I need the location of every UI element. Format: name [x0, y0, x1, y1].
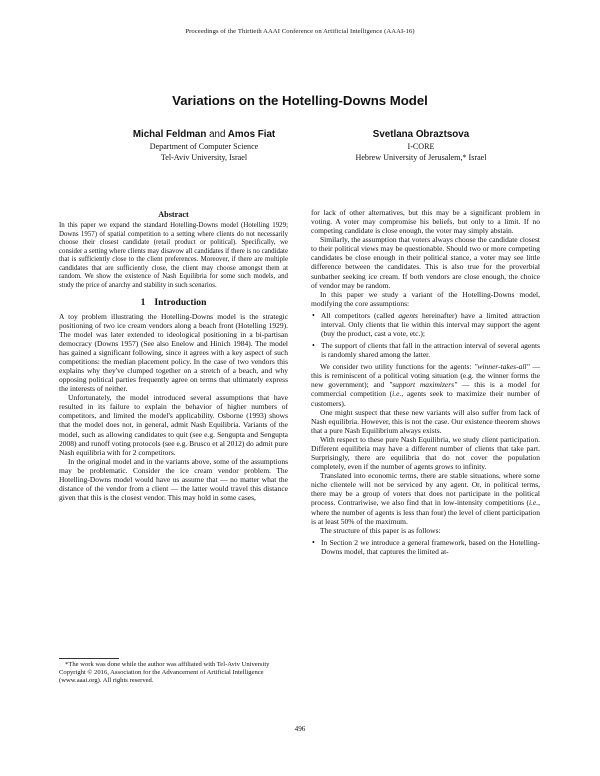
text-run: , agents seek to maximize their number of customers).	[311, 389, 540, 408]
paragraph	[311, 471, 540, 525]
emphasis: "winner-takes-all"	[474, 362, 530, 372]
paragraph: The structure of this paper is as follows:	[320, 525, 441, 535]
bullet-icon: •	[312, 537, 315, 547]
bullet-icon: •	[312, 341, 315, 351]
abstract-body: In this paper we expand the standard Hotelling-Downs model (Hotelling 1929; Downs 1957) of spatial competition to a setting where clients do not necessarily choose their closest candidate (retail product or political). Specifically, we consider a setting where clients may disavow all candidates if there is no candidate that is sufficiently close to the client preferences. Moreover, if there are multiple candidates that are sufficiently close, the client may choose amongst them at random. We show the existence of Nash Equilibria for some such models, and study the price of anarchy and stability in such scenarios.	[59, 222, 288, 289]
emphasis: i.e.	[528, 498, 539, 508]
author-block-right	[321, 129, 521, 164]
author-affiliation: Hebrew University of Jerusalem,* Israel	[355, 153, 487, 163]
section-number: 1	[140, 297, 146, 309]
page-number: 496	[294, 725, 306, 733]
paragraph: One might suspect that these new variants will also suffer from lack of Nash equilibria. However, this is not the case. Our existence theorem shows that a pure Nash Equilibrium always exists.	[311, 407, 540, 435]
bullet-icon: •	[312, 310, 315, 320]
text-run: We consider two utility functions for the agents:	[320, 362, 475, 372]
list-item	[312, 310, 540, 339]
author-name: Michal Feldman	[132, 129, 207, 140]
list-item	[312, 537, 540, 556]
emphasis: "support maximizers"	[389, 380, 458, 390]
author-conjunction: and	[209, 129, 226, 140]
author-names-left	[96, 129, 312, 141]
footnote-text: *The work was done while the author was affiliated with Tel-Aviv University	[65, 661, 270, 668]
bullet-text: hereinafter) have a limited attraction interval. Only clients that lie within this interval may support the agent (buy the product, cast a vote, etc.);	[321, 310, 540, 339]
paragraph: In this paper we study a variant of the Hotelling-Downs model, modifying the core assumptions:	[311, 289, 540, 308]
right-column	[311, 208, 540, 559]
author-department: Department of Computer Science	[149, 142, 259, 151]
text-run: , where the number of agents is less than four) the level of client participation is at least 50% of the maximum.	[311, 498, 540, 526]
author-name: Svetlana Obraztsova	[372, 129, 470, 140]
paragraph: Unfortunately, the model introduced several assumptions that have resulted in its failure to explain the behavior of higher numbers of competitors, and limited the model's applicability. Osborne (1993) shows that the model does not, in general, admit Nash Equilibria. Variants of the model, such as allowing candidates to quit (see e.g. Sengupta and Sengupta 2008) and runoff voting protocols (see e.g. Brusco et al 2012) do admit pure Nash equilibria with for 2 competitors.	[59, 393, 288, 457]
text-run: — this is a model for commercial competition (	[311, 380, 540, 399]
section-heading-introduction	[59, 298, 288, 307]
proceedings-header: Proceedings of the Thirtieth AAAI Conference on Artificial Intelligence (AAAI-16)	[185, 28, 415, 35]
section-title: Introduction	[154, 297, 207, 309]
text-run: — this is reminiscent of a political voting situation (e.g. the winner forms the new government); and	[311, 362, 540, 390]
assumption-list	[311, 311, 540, 359]
emphasis: agents	[398, 310, 418, 320]
paragraph: With respect to these pure Nash Equilibria, we study client participation. Different equilibria may have a different number of clients that take part. Surprisingly, there are equilibria that do not cover the population completely, even if the number of agents grows to infinity.	[311, 434, 540, 472]
author-block-left	[96, 129, 312, 164]
paragraph	[311, 362, 540, 407]
copyright-notice: Copyright © 2016, Association for the Advancement of Artificial Intelligence (www.aaai.org). All rights reserved.	[59, 669, 264, 685]
author-name: Amos Fiat	[227, 129, 276, 140]
paragraph: Similarly, the assumption that voters always choose the candidate closest to their political views may be questionable. Should two or more competing candidates be close enough in their political stance, a voter may see little difference between the candidates. This is also true for the proverbial sunbather seeking ice cream. If both vendors are close enough, the choice of vendor may be random.	[311, 235, 540, 290]
emphasis: i.e.	[392, 389, 402, 399]
author-affiliation: Tel-Aviv University, Israel	[160, 153, 248, 163]
paragraph: A toy problem illustrating the Hotelling-Downs model is the strategic positioning of two ice cream vendors along a beach front (Hotelling 1929). The model was later extended to ideological positioning in a bi-partisan democracy (Downs 1957) (See also Enelow and Hinich 1984). The model has gained a significant following, since it agrees with a key aspect of such competitions: the median placement policy. In the case of two vendors this explains why they've clumped together on a stretch of a beach, and why opposing political parties frequently agree on terms that ultimately express the interests of neither.	[59, 311, 288, 394]
abstract-heading: Abstract	[158, 210, 189, 219]
text-run: Translated into economic terms, there are stable situations, where some niche clientele will not be serviced by any agent. Or, in political terms, there may be a group of voters that does not participate in the political process. Contrariwise, we also find that in low-intensity competitions (	[311, 471, 540, 508]
list-item	[312, 341, 540, 360]
bullet-text: All competitors (called	[321, 310, 399, 320]
footnote-area	[59, 658, 288, 686]
footnote-rule	[59, 658, 119, 659]
paper-title: Variations on the Hotelling-Downs Model	[172, 93, 428, 108]
paragraph: In the original model and in the variants above, some of the assumptions may be problematic. Consider the ice cream vendor problem. The Hotelling-Downs model would have us assume that — no matter what the distance of the vendor from a client — the latter would travel this distance given that this is the closest vendor. This may hold in some cases,	[59, 456, 288, 503]
bullet-text: The support of clients that fall in the attraction interval of several agents is randomly shared among the latter.	[321, 341, 540, 360]
author-department: I-CORE	[407, 142, 435, 151]
left-column	[59, 208, 288, 502]
paragraph: for lack of other alternatives, but this may be a significant problem in voting. A voter may compromise his beliefs, but only to a limit. If no competing candidate is close enough, the voter may simply abstain.	[311, 208, 540, 236]
structure-list	[311, 538, 540, 556]
bullet-text: In Section 2 we introduce a general framework, based on the Hotelling-Downs model, that captures the limited at-	[321, 537, 540, 556]
